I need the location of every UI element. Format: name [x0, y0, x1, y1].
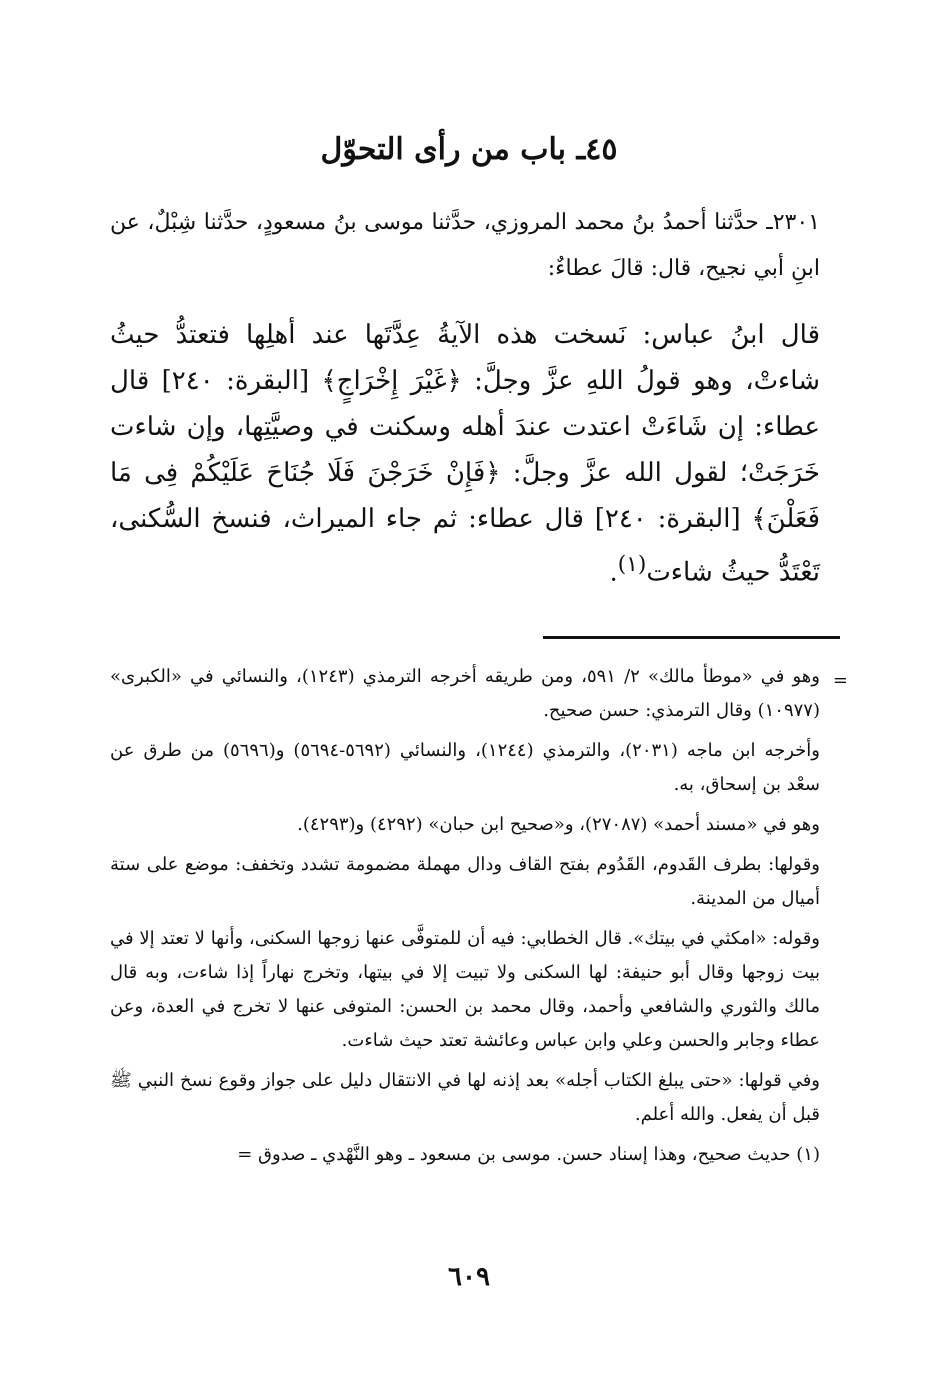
footnote-paragraph: وهو في «مسند أحمد» (٢٧٠٨٧)، و«صحيح ابن حبان» (٤٢٩٢) و(٤٢٩٣). — [297, 814, 820, 835]
page-number: ٦٠٩ — [448, 1262, 490, 1292]
hadith-matn-text: قال ابنُ عباس: نَسخت هذه الآيةُ عِدَّتَها عند أهلِها فتعتدُّ حيثُ شاءتْ، وهو قولُ اللهِ عزَّ وجلَّ: ﴿غَيْرَ إِخْرَاجٍ﴾ [البقرة: ٢٤٠] قال عطاء: إن شَاءَتْ اعتدت عندَ أهله وسكنت في وصيَّتِها، وإن شاءت خَرَجَتْ؛ لقول الله عزَّ وجلَّ: ﴿فَإِنْ خَرَجْنَ فَلَا جُنَاحَ عَلَيْكُمْ فِى مَا فَعَلْنَ﴾ [البقرة: ٢٤٠] قال عطاء: ثم جاء الميراث، فنسخ السُّكنى، تَعْتَدُّ حيثُ شاءت — [110, 320, 820, 588]
footnote-paragraph: (١) حديث صحيح، وهذا إسناد حسن. موسى بن مسعود ـ وهو النَّهْدي ـ صدوق = — [237, 1144, 820, 1165]
footnote-paragraph: وهو في «موطأ مالك» ٢/ ٥٩١، ومن طريقه أخرجه الترمذي (١٢٤٣)، والنسائي في «الكبرى» (١٠٩٧٧) وقال الترمذي: حسن صحيح. — [110, 666, 820, 721]
footnote-separator — [543, 636, 840, 639]
footnote-paragraph: وفي قولها: «حتى يبلغ الكتاب أجله» بعد إذنه لها في الانتقال دليل على جواز وقوع نسخ النبي ﷺ قبل أن يفعل. والله أعلم. — [110, 1070, 820, 1125]
footnote-paragraph: وقولها: بطرف القَدوم، القَدُوم بفتح القاف ودال مهملة مضمومة تشدد وتخفف: موضع على ستة أميال من المدينة. — [110, 854, 820, 909]
footnotes-section — [110, 660, 820, 1178]
hadith-isnad: ٢٣٠١ـ حدَّثنا أحمدُ بنُ محمد المروزي، حدَّثنا موسى بنُ مسعودٍ، حدَّثنا شِبْلٌ، عن ابنِ أبي نجيح، قال: قالَ عطاءٌ: — [110, 210, 820, 281]
chapter-title: ٤٥ـ باب من رأى التحوّل — [320, 132, 618, 167]
footnote-paragraph: وقوله: «امكثي في بيتك». قال الخطابي: فيه أن للمتوفَّى عنها زوجها السكنى، وأنها لا تعتد إلا في بيت زوجها وقال أبو حنيفة: لها السكنى ولا تبيت إلا في بيتها، وتخرج نهاراً إذا شاءت، وبه قال مالك والثوري والشافعي وأحمد، وقال محمد بن الحسن: المتوفى عنها لا تخرج في العدة، وعن عطاء وجابر والحسن وعلي وابن عباس وعائشة تعتد حيث شاءت. — [110, 928, 820, 1051]
continuation-marker: = — [832, 670, 848, 691]
footnote-reference: (١) — [617, 552, 647, 577]
footnote-paragraph: وأخرجه ابن ماجه (٢٠٣١)، والترمذي (١٢٤٤)، والنسائي (٥٦٩٢-٥٦٩٤) و(٥٦٩٦) من طرق عن سعْد بن إسحاق، به. — [110, 740, 820, 795]
hadith-matn — [110, 312, 820, 596]
end-period: . — [609, 557, 618, 588]
